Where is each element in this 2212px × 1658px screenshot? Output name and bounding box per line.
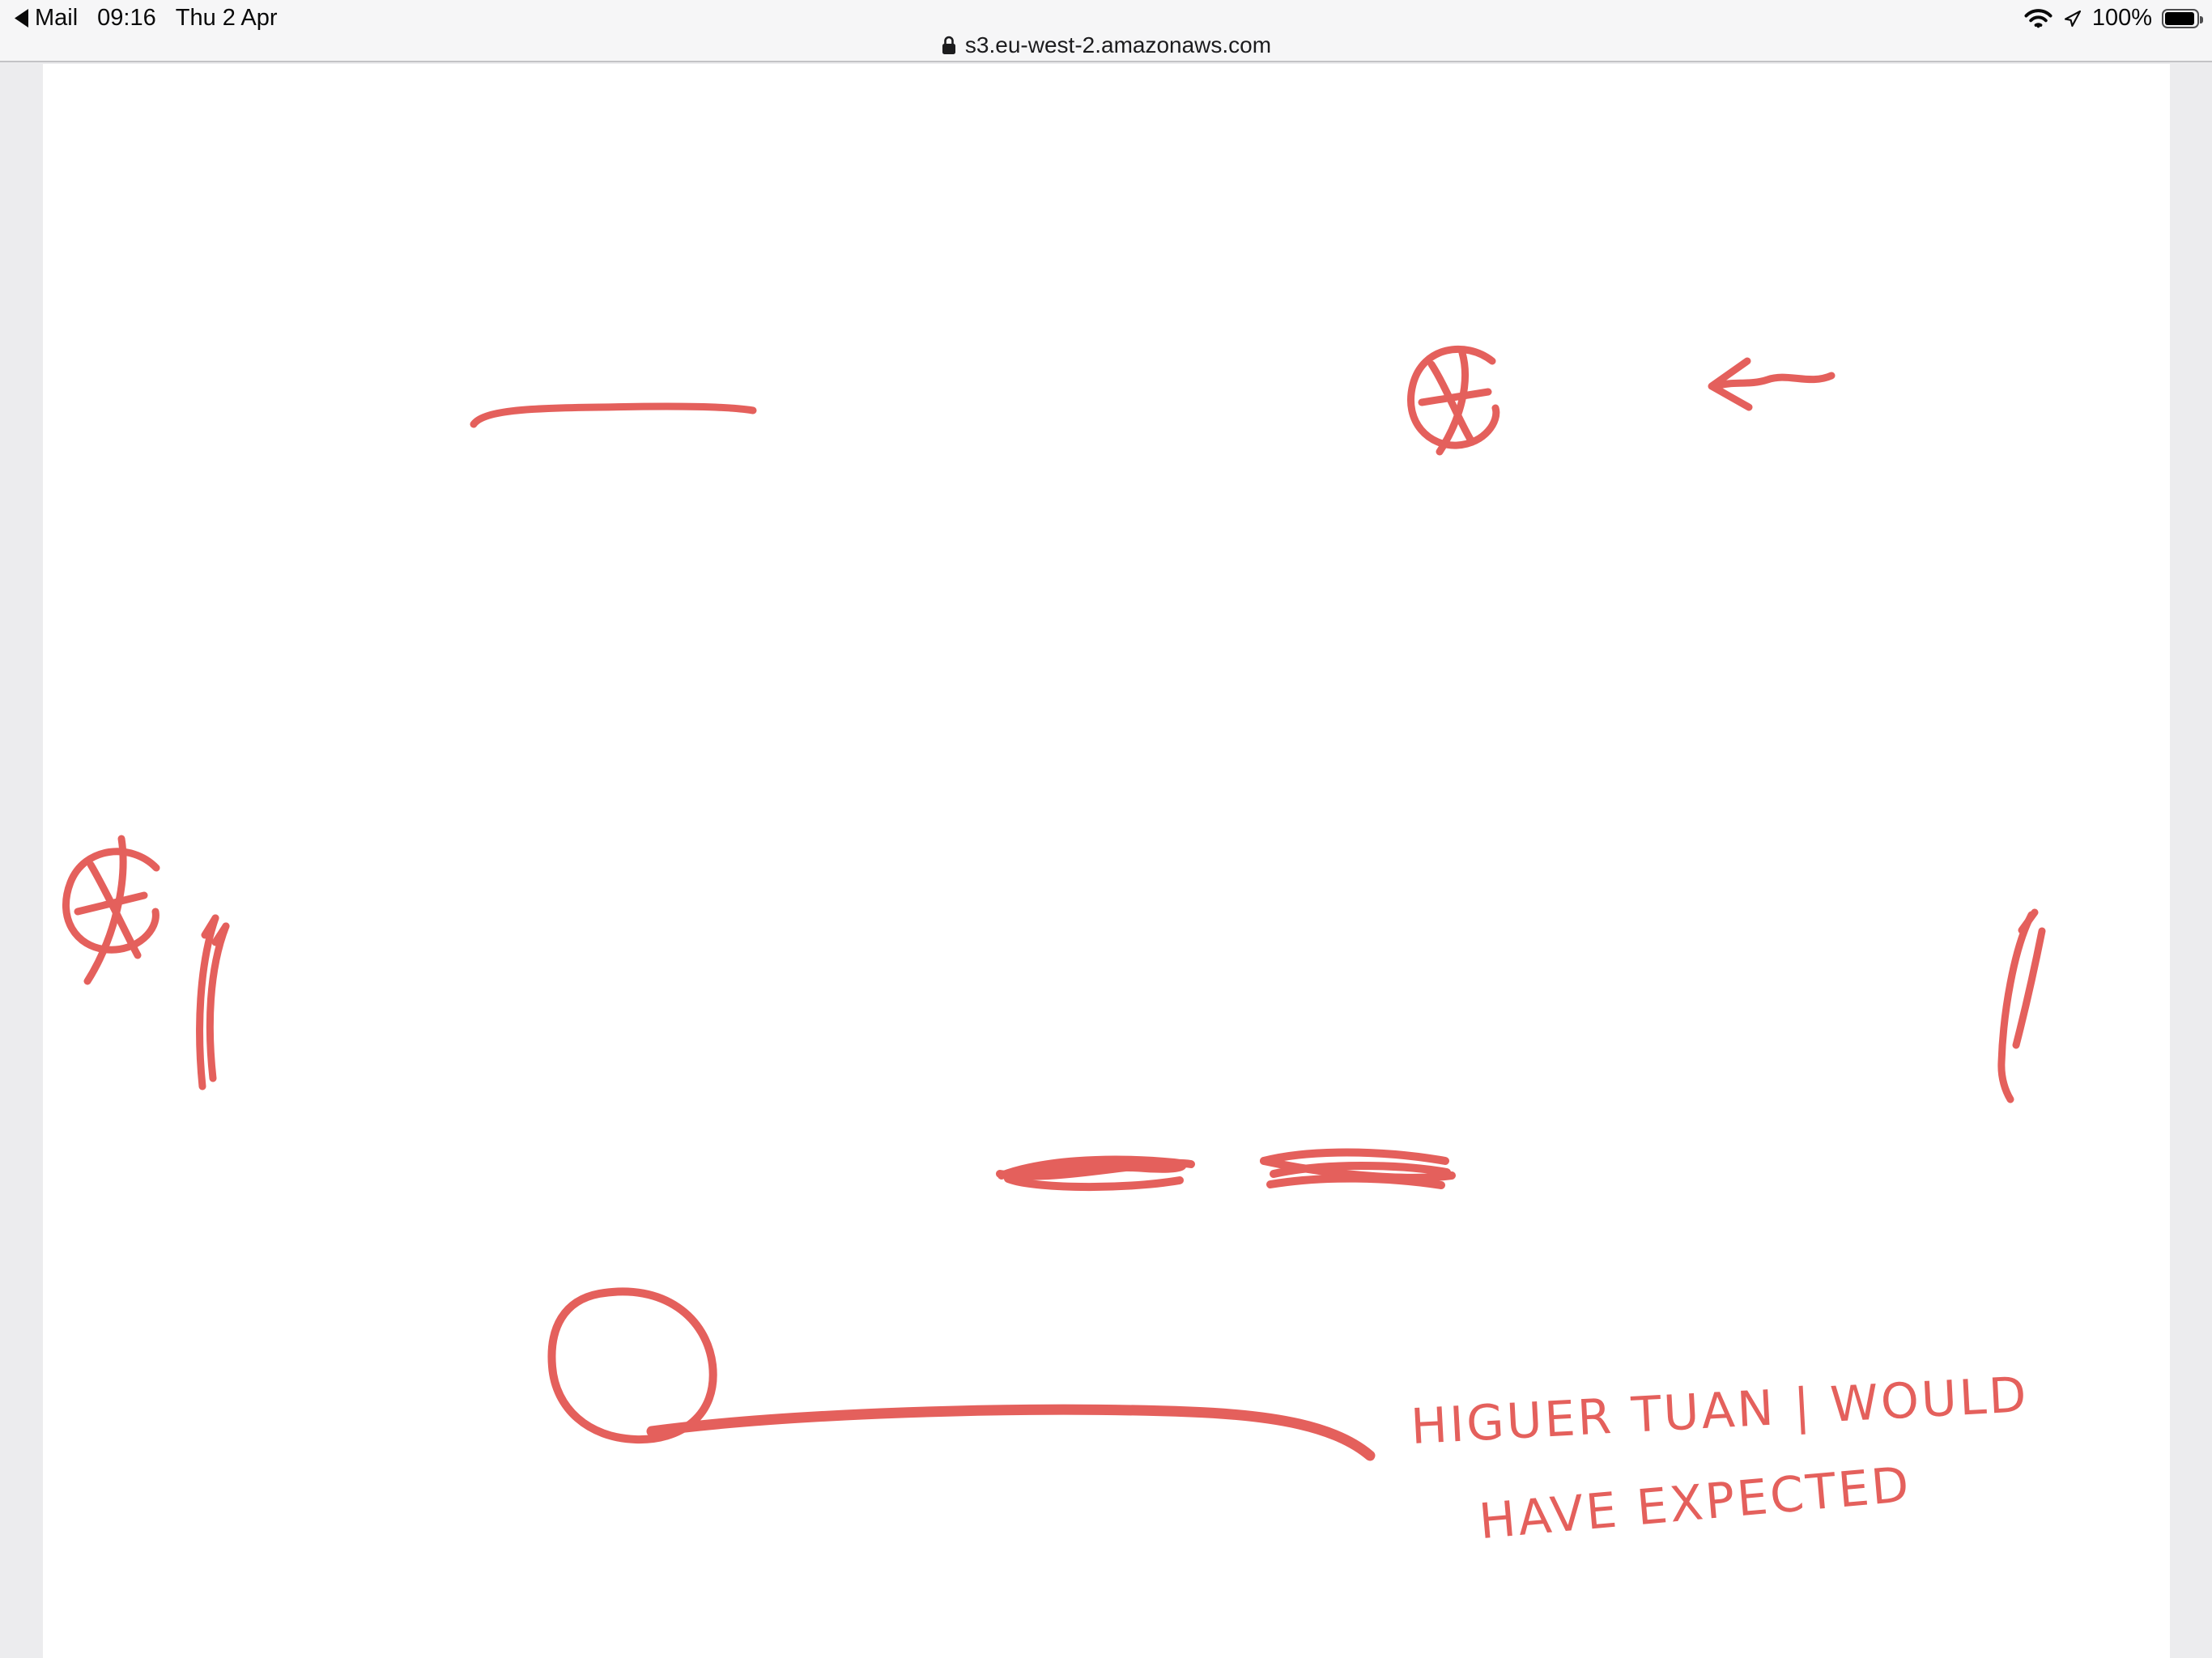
- back-to-mail-button[interactable]: [15, 5, 78, 32]
- battery-percent-label: 100%: [2091, 5, 2152, 31]
- pdf-scroll-area[interactable]: [43, 64, 2170, 1658]
- lock-icon: [941, 35, 957, 56]
- status-bar-left: [15, 5, 278, 32]
- clock-label: 09:16: [97, 5, 156, 31]
- url-text: s3.eu-west-2.amazonaws.com: [964, 32, 1272, 57]
- battery-full-icon: [2162, 9, 2199, 28]
- date-label: Thu 2 Apr: [175, 5, 278, 31]
- wifi-icon: [2023, 7, 2053, 30]
- browser-chrome: [0, 0, 2212, 62]
- url-bar[interactable]: [0, 31, 2212, 60]
- handwriting-line-1: HIGUER TUAN | WOULD: [1409, 1367, 2031, 1456]
- back-app-label: Mail: [35, 5, 79, 31]
- location-arrow-icon: [2063, 9, 2082, 28]
- handwriting-line-2: HAVE EXPECTED: [1476, 1456, 1914, 1551]
- back-triangle-icon: [15, 9, 28, 28]
- status-bar-right: [2023, 5, 2199, 32]
